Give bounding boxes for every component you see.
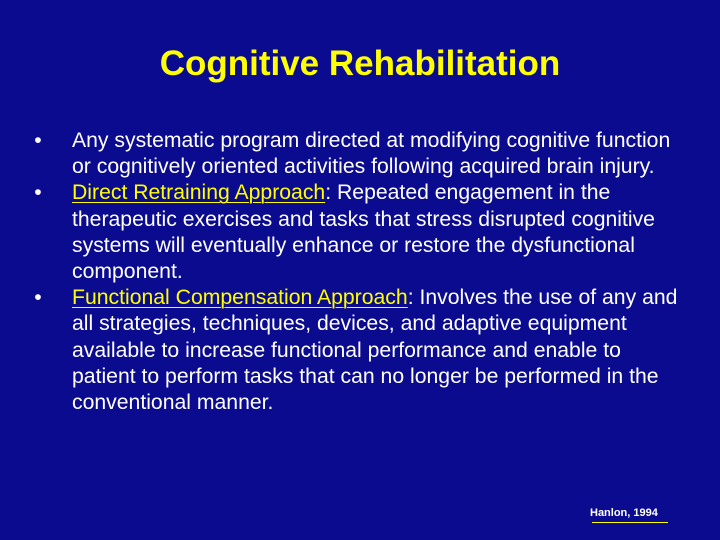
bullet-text: Involves the use of any and all strategies, techniques, devices, and adaptive equipment available to increase functional performance and enable to patient to perform tasks that can no longer be performed in the conventional manner. [72,286,678,415]
slide-title: Cognitive Rehabilitation [159,44,561,83]
bullet-item-definition [28,128,688,180]
bullet-icon: • [34,286,42,310]
functional-compensation-link[interactable]: Functional Compensation Approach [72,286,408,310]
direct-retraining-link[interactable]: Direct Retraining Approach [72,181,326,205]
separator-text: : [407,286,420,310]
bullet-icon: • [34,129,42,152]
bullet-icon: • [34,181,42,205]
bullet-text: Repeated engagement in the therapeutic exercises and tasks that stress disrupted cognitive systems will eventually enhance or restore the dysfunctional component. [72,181,655,284]
bullet-item-functional-compensation [28,285,688,416]
bullet-item-direct-retraining [28,180,688,285]
citation-underline [592,522,668,523]
citation-text: Hanlon, 1994 [590,507,658,519]
bullet-text: Any systematic program directed at modifying cognitive function or cognitively oriented activities following acquired brain injury. [72,129,671,179]
bullet-list [28,128,688,416]
separator-text: : [325,181,337,205]
